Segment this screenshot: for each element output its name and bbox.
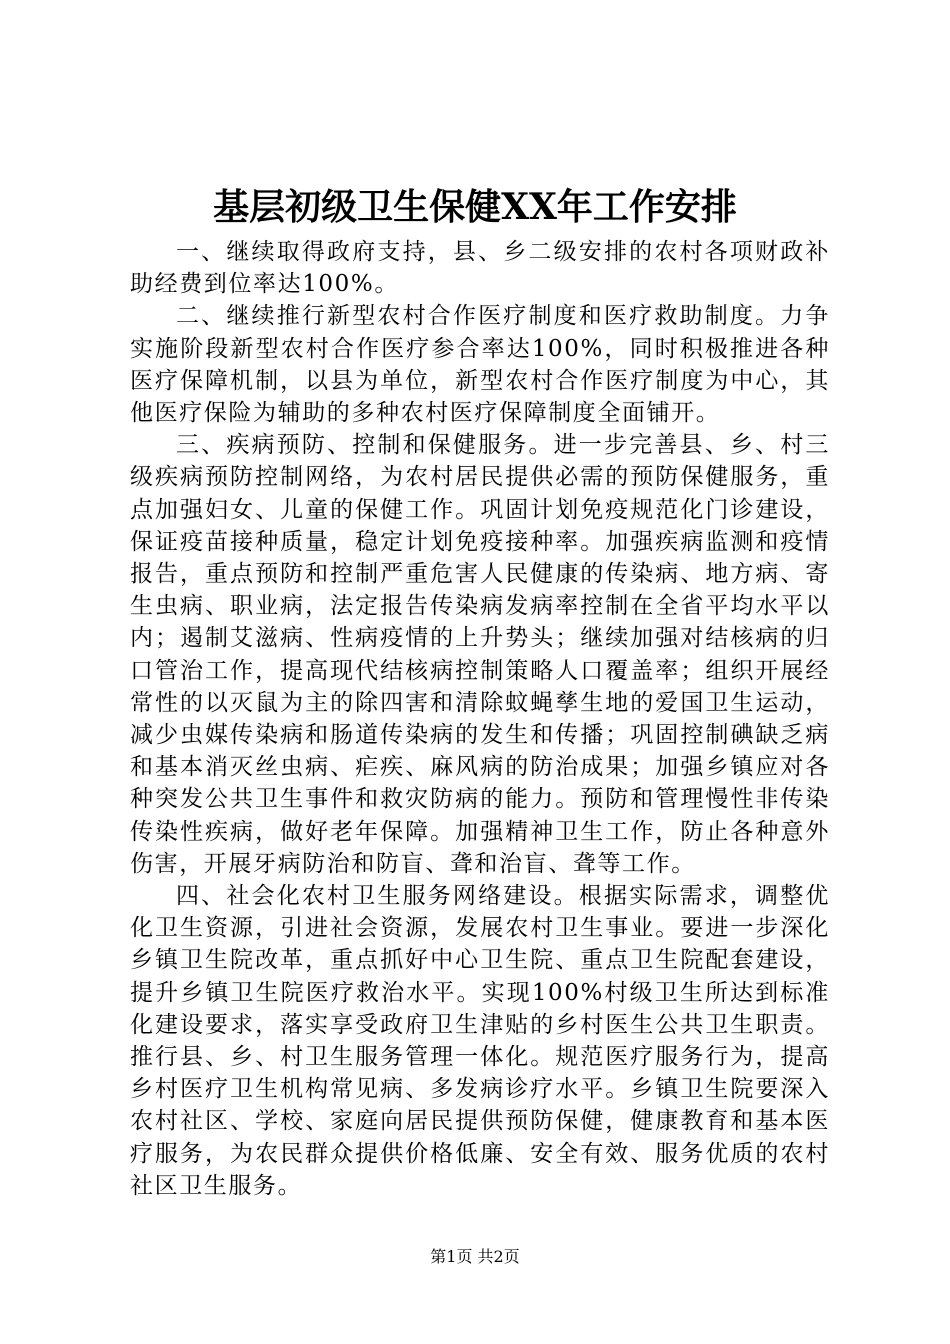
paragraph-3: 三、疾病预防、控制和保健服务。进一步完善县、乡、村三级疾病预防控制网络，为农村居民提供必需的预防保健服务，重点加强妇女、儿童的保健工作。巩固计划免疫规范化门诊建设，保证疫苗接种质量，稳定计划免疫接种率。加强疾病监测和疫情报告，重点预防和控制严重危害人民健康的传染病、地方病、寄生虫病、职业病，法定报告传染病发病率控制在全省平均水平以内；遏制艾滋病、性病疫情的上升势头；继续加强对结核病的归口管治工作，提高现代结核病控制策略人口覆盖率；组织开展经常性的以灭鼠为主的除四害和清除蚊蝇孳生地的爱国卫生运动，减少虫媒传染病和肠道传染病的发生和传播；巩固控制碘缺乏病和基本消灭丝虫病、疟疾、麻风病的防治成果；加强乡镇应对各种突发公共卫生事件和救灾防病的能力。预防和管理慢性非传染传染性疾病，做好老年保障。加强精神卫生工作，防止各种意外伤害，开展牙病防治和防盲、聋和治盲、聋等工作。: [130, 432, 830, 877]
document-title: 基层初级卫生保健XX年工作安排: [213, 186, 737, 228]
paragraph-4: 四、社会化农村卫生服务网络建设。根据实际需求，调整优化卫生资源，引进社会资源，发展农村卫生事业。要进一步深化乡镇卫生院改革，重点抓好中心卫生院、重点卫生院配套建设，提升乡镇卫生院医疗救治水平。实现100%村级卫生所达到标准化建设要求，落实享受政府卫生津贴的乡村医生公共卫生职责。推行县、乡、村卫生服务管理一体化。规范医疗服务行为，提高乡村医疗卫生机构常见病、多发病诊疗水平。乡镇卫生院要深入农村社区、学校、家庭向居民提供预防保健，健康教育和基本医疗服务，为农民群众提供价格低廉、安全有效、服务优质的农村社区卫生服务。: [130, 883, 830, 1199]
document-body: [130, 236, 830, 1202]
paragraph-2: 二、继续推行新型农村合作医疗制度和医疗救助制度。力争实施阶段新型农村合作医疗参合率达100%，同时积极推进各种医疗保障机制，以县为单位，新型农村合作医疗制度为中心，其他医疗保险为辅助的多种农村医疗保障制度全面铺开。: [130, 303, 830, 427]
page-number-footer: 第1页 共2页: [430, 1247, 520, 1266]
paragraph-1: 一、继续取得政府支持，县、乡二级安排的农村各项财政补助经费到位率达100%。: [130, 239, 830, 298]
